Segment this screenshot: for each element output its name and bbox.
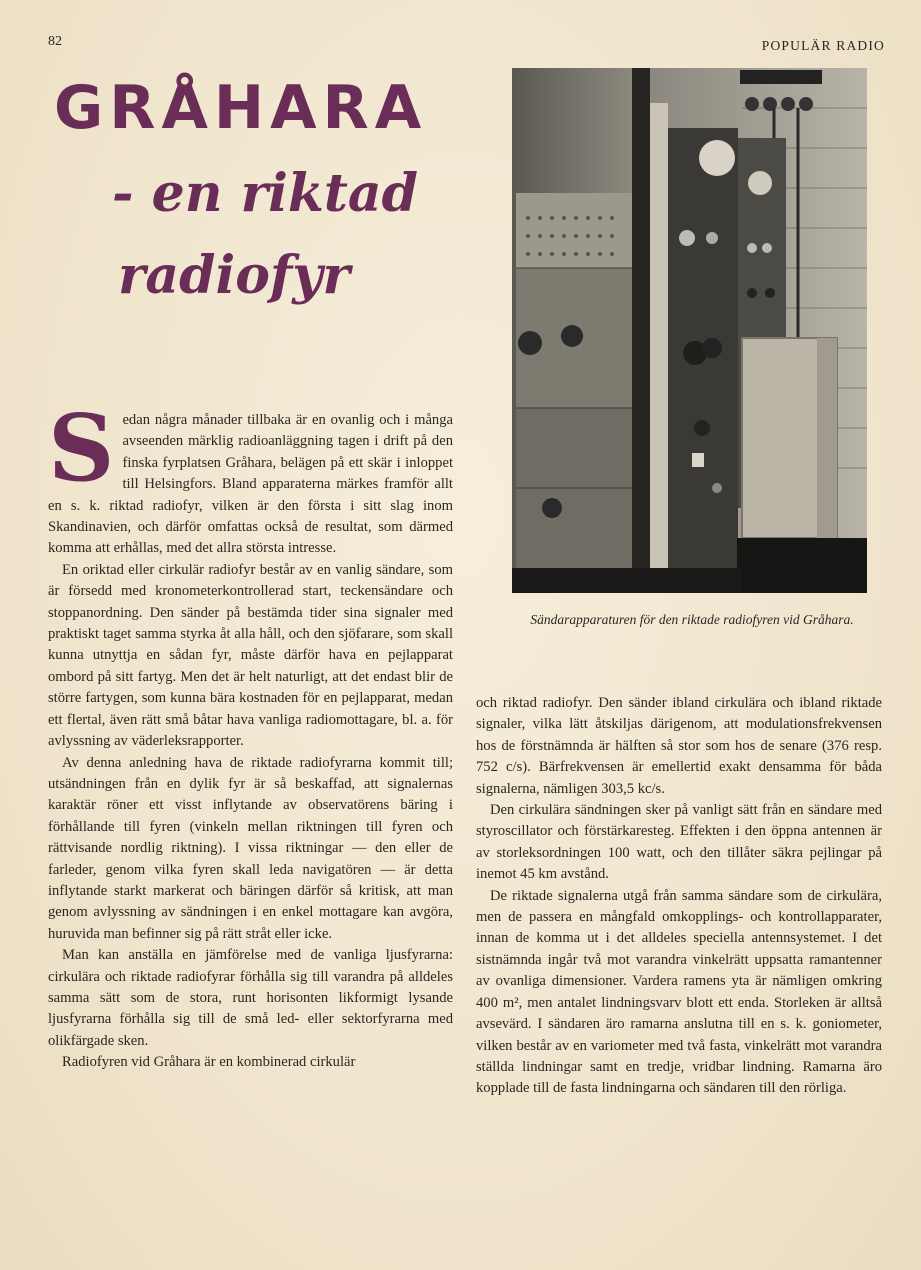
article-paragraph: En oriktad eller cirkulär radiofyr består av en vanlig sändare, som är försedd med kronometerkontrollerad start, teckensändare och stoppanordning. Den sänder på bestämda tider sina signaler med praktiskt taget samma styrka åt alla håll, och den sjöfarare, som skall kunna utnyttja en sådan fyr, måste därför hava en pejlapparat ombord på sitt fartyg. Men det är helt naturligt, att det endast blir de större fartygen, som kunna bära kostnaden för en pejlapparat, medan ett flertal, även rätt små båtar hava vanliga radiomottagare, bl. a. för avlyssning av väderleksrapporter. [48,561,453,750]
article-subtitle-line1: - en riktad [112,163,418,224]
article-paragraph: Radiofyren vid Gråhara är en kombinerad cirkulär [62,1054,356,1071]
article-paragraph: och riktad radiofyr. Den sänder ibland cirkulära och ibland riktade signaler, vilka lätt åtskiljas därigenom, att modulationsfrekvensen hos de förstnämnda är hälften så stor som hos de senare (376 resp. 752 c/s). Bärfrekvensen är emellertid exakt densamma för båda signalerna, nämligen 303,5 kc/s. [476,695,882,797]
transmitter-photo-drawing [512,68,867,593]
article-paragraph: Man kan anställa en jämförelse med de vanliga ljusfyrarna: cirkulära och riktade radiofyrar förhålla sig till varandra på alldeles samma sätt som de stora, runt horisonten likformigt lysande ljusfyrarna förhålla sig till de små led- eller sektorfyrarna med olikfärgade sken. [48,947,453,1049]
magazine-name: POPULÄR RADIO [761,38,885,53]
paragraph-text: edan några månader tillbaka är en ovanlig och i många avseenden märklig radioanläggning tagen i drift på den finska fyrplatsen Gråhara, belägen på ett skär i inloppet till Helsingfors. Bland apparaterna märkes framför allt en s. k. riktad radiofyr, vilken är den första i sitt slag inom Skandinavien, och därför omfattas också de resultat, som därmed komma att erhållas, med det allra största intresse. [48,412,453,557]
article-paragraph: Den cirkulära sändningen sker på vanligt sätt från en sändare med styroscillator och förstärkaresteg. Effekten i den öppna antennen är av storleksordningen 100 watt, och den tillåter säkra pejlingar på inemot 45 km avstånd. [476,802,882,883]
transmitter-photo [512,68,867,593]
drop-cap: S [48,394,115,502]
article-title: GRÅHARA [54,73,428,143]
article-right-column [476,693,882,1100]
article-paragraph [48,394,453,560]
page-number: 82 [48,34,62,49]
article-paragraph: De riktade signalerna utgå från samma sändare som de cirkulära, men de passera en mångfald omkopplings- och kontrollapparater, innan de komma ut i det alldeles speciella antennsystemet. I det sistnämnda ingår två mot varandra vinkelrätt uppsatta ramantenner av ovanliga dimensioner. Vardera ramens yta är nämligen omkring 400 m², men antalet lindningsvarv blott ett enda. Storleken är alltså avsevärd. I sändaren äro ramarna anslutna till en s. k. goniometer, vilken består av en variometer med två fasta, vinkelrätt mot varandra ställda lindningar samt en tredje, vridbar lindning. Ramarna äro kopplade till de fasta lindningarna och sändaren till den rörliga. [476,887,882,1097]
article-paragraph: Av denna anledning hava de riktade radiofyrarna kommit till; utsändningen från en dylik fyr är så beskaffad, att signalernas karaktär röner ett visst inflytande av observatörens bäring i förhållande till fyren (vinkeln mellan riktningen till fyren och rättvisande nordlig riktning). I vissa riktningar — den eller de farleder, genom vilka fyren skall leda navigatören — är detta inflytande starkt markerat och bäringen därför så kritisk, att man genom avlyssning av sändningen i en enkel mottagare kan avgöra, huruvida man befinner sig på rätt stråt eller icke. [48,754,453,942]
photo-caption: Sändarapparaturen för den riktade radiofyren vid Gråhara. [530,612,854,627]
article-subtitle-line2: radiofyr [118,245,350,306]
article-left-column [48,394,453,1074]
